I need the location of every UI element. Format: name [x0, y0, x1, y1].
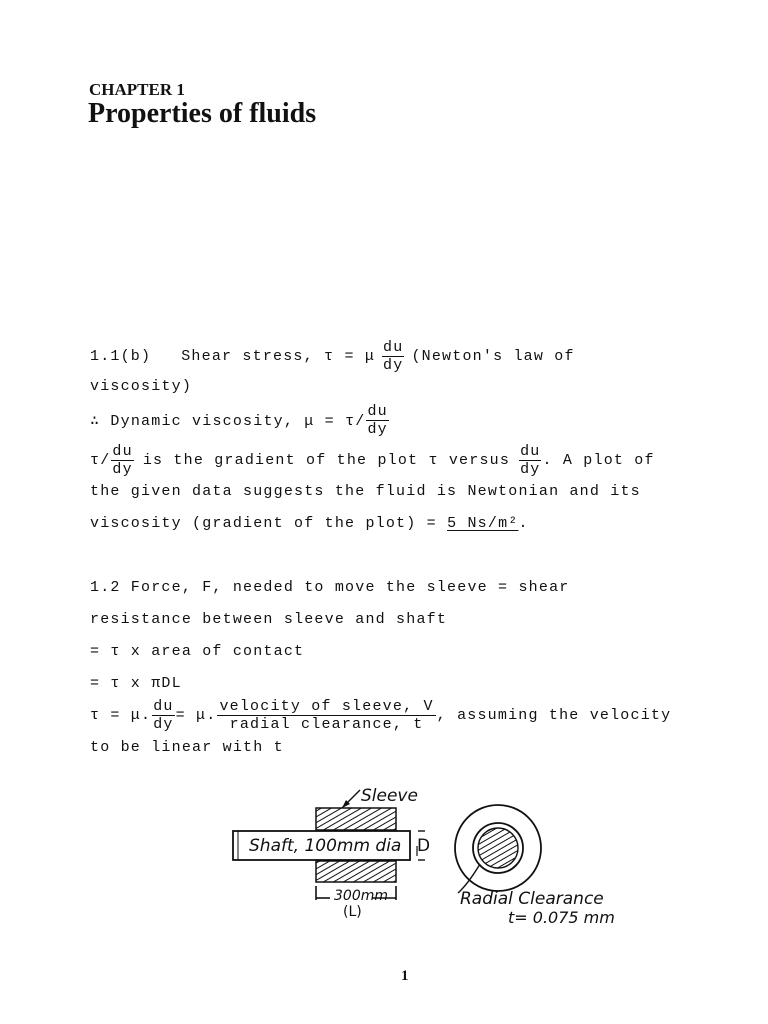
s12-line6: to be linear with t: [90, 739, 284, 756]
s11-line6: viscosity (gradient of the plot) = 5 Ns/m².: [90, 515, 529, 532]
clearance-value: t= 0.075 mm: [508, 908, 615, 927]
viscosity-answer: 5 Ns/m²: [447, 515, 519, 532]
length-label: 300mm: [334, 888, 388, 904]
du-dy-fraction: $\frac{du}{dy}$: [383, 338, 404, 374]
du-dy-fraction: $\frac{du}{dy}$: [153, 697, 174, 733]
du-dy-fraction: $\frac{du}{dy}$: [367, 402, 388, 438]
chapter-title: Properties of fluids: [88, 98, 317, 129]
length-symbol: (L): [343, 904, 362, 920]
radial-clearance-label: Radial Clearance: [460, 889, 604, 909]
sleeve-top-hatch: [316, 808, 396, 830]
du-dy-fraction: $\frac{du}{dy}$: [112, 442, 133, 478]
du-dy-fraction: $\frac{du}{dy}$: [520, 442, 541, 478]
diameter-label: D: [417, 836, 431, 856]
newtons-law-text: (Newton's law of: [411, 347, 575, 365]
s11-line5: the given data suggests the fluid is Newtonian and its: [90, 483, 641, 500]
s12-line5: τ = μ. $\frac{du}{dy}$ = μ. $\frac{\text{velocity of sleeve, V}}{\text{radial clearance, t}}$ , assuming the velocity: [90, 697, 672, 733]
sleeve-label: Sleeve: [361, 786, 418, 806]
shaft-label: Shaft, 100mm dia: [249, 836, 402, 856]
s12-line2: resistance between sleeve and shaft: [90, 611, 448, 628]
s11-line2: viscosity): [90, 378, 193, 395]
velocity-clearance-fraction: $\frac{\text{velocity of sleeve, V}}{\text{radial clearance, t}}$: [219, 697, 434, 733]
page-number: 1: [401, 968, 409, 984]
s12-line4: = τ x πDL: [90, 675, 182, 692]
shaft-section-hatch: [478, 828, 518, 868]
chapter-label: CHAPTER 1: [89, 80, 185, 99]
problem-number: 1.1(b): [90, 347, 152, 365]
s11-line3: ∴ Dynamic viscosity, μ = τ/ $\frac{du}{dy}$: [90, 402, 388, 438]
shear-stress-text: Shear stress, τ = μ: [181, 347, 376, 365]
sleeve-bottom-hatch: [316, 861, 396, 882]
s11-line4: τ/ $\frac{du}{dy}$ is the gradient of the plot τ versus $\frac{du}{dy}$ . A plot of: [90, 442, 655, 478]
s12-line3: = τ x area of contact: [90, 643, 305, 660]
s12-line1: 1.2 Force, F, needed to move the sleeve = shear: [90, 579, 570, 596]
